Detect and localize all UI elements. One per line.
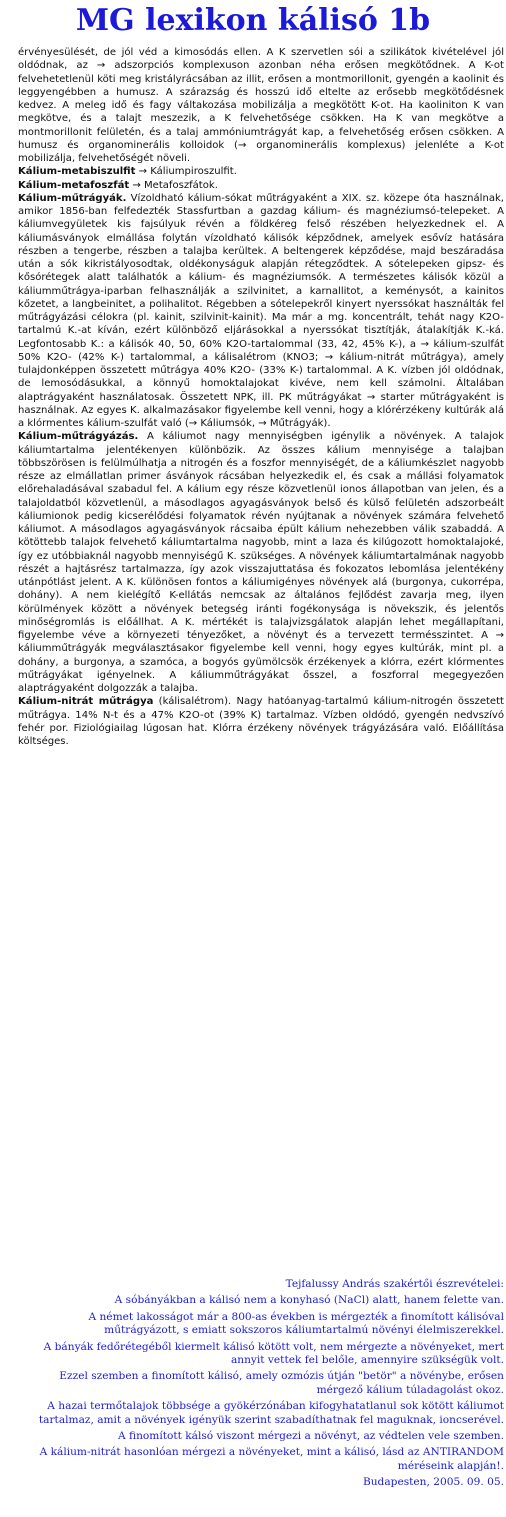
comment-paragraph: A bányák fedőrétegéből kiermelt kálisó kötött volt, nem mérgezte a növényeket, mert annyit vettek fel belőle, amennyire szükségük volt. xyxy=(43,1340,504,1367)
entry-paragraph xyxy=(18,179,504,192)
comment-paragraph: A német lakosságot már a 800-as években is mérgezték a finomított kálisóval műtrágyázott, s emiatt sokszoros káliumtartalmú növényi élelmiszerekkel. xyxy=(88,1310,504,1337)
comment-heading: Tejfalussy András szakértői észrevételei: xyxy=(285,1278,504,1290)
comment-paragraph: Ezzel szemben a finomított kálisó, amely ozmózis útján "betör" a növénybe, erősen mérgező kálium túladagolást okoz. xyxy=(59,1370,504,1396)
entry-text: Vízoldható kálium-sókat műtrágyaként a XIX. sz. közepe óta használnak, amikor 1856-ban felfedezték Stassfurtban a gazdag kálium- és magnéziumsó-telepeket. A káliumvegyületek kis fajsúlyuk révén a földkéreg felső részében helyezkednek el. A káliumásványok elmállása folytán vízoldható kálisók képződnek, amelyek esővíz hatására részben a tengerbe, részben a talajba kerültek. A beltengerek képződése, majd beszáradása után a sók kikristályosodtak, oldékonyságuk alapján rétegződtek. A sótelepeken gipsz- és kősórétegek alatt találhatók a kálium- és magnéziumsók. A természetes kálisók közül a káliumműtrágya-iparban felhasználják a szilvinitet, a karnallitot, a keménysót, a kainitos kőzetet, a langbeinitet, a polihalitot. Régebben a sótelepekről kinyert nyerssókat használták fel műtrágyázási célokra (pl. kainit, szilvinit-kainit). Ma már a mg. koncentrált, tehát nagy K2O-tartalmú K.-at kíván, ezért különböző eljárásokkal a nyerssókat tisztítják, átalakítják K.-ká. Legfontosabb K.: a kálisók 40, 50, 60% K2O-tartalommal (33, 42, 45% K-), a → kálium-szulfát 50% K2O- (42% K-) tartalommal, a kálisalétrom (KNO3; → kálium-nitrát műtrágya), amely tulajdonképpen összetett műtrágya 40% K2O- (33% K-) tartalommal. A K. vízben jól oldódnak, de lemosódásukkal, a könnyű homoktalajokat kivéve, nem kell számolni. Általában alaptrágyaként használatosak. Összetett NPK, ill. PK műtrágyákat → starter műtrágyaként is használnak. Az egyes K. alkalmazásakor figyelembe kell venni, hogy a klórérzékeny kultúrák alá a klórmentes kálium-szulfát való (→ Káliumsók, → Műtrágyák). xyxy=(18,192,504,429)
expert-comment xyxy=(18,1278,504,1490)
entry-text: → Káliumpiroszulfit. xyxy=(135,166,237,178)
entry-text: (kálisalétrom). Nagy hatóanyag-tartalmú kálium-nitrogén összetett műtrágya. 14% N-t és a 47% K2O-ot (39% K) tartalmaz. Vízben oldódó, gyengén nedvszívó fehér por. Fiziológiailag lúgosan hat. Klórra érzékeny növények trágyázására való. Előállítása költséges. xyxy=(18,696,504,747)
entry-term: Kálium-műtrágyák. xyxy=(18,192,127,204)
comment-paragraph: A sóbányákban a kálisó nem a konyhasó (NaCl) alatt, hanem felette van. xyxy=(114,1294,504,1307)
entry-term: Kálium-nitrát műtrágya xyxy=(18,696,154,708)
comment-paragraph: A hazai termőtalajok többsége a gyökérzónában kifogyhatatlanul sok kötött káliumot tartalmaz, amit a növények igényük szerint szabadíthatnak fel maguknak, ioncserével. xyxy=(38,1400,504,1426)
entry-paragraph xyxy=(18,430,504,695)
entry-term: Kálium-metafoszfát xyxy=(18,179,130,191)
entry-paragraph xyxy=(18,192,504,431)
page-title: MG lexikon kálisó 1b xyxy=(75,3,431,38)
entry-paragraph xyxy=(18,46,504,165)
entry-text: A káliumot nagy mennyiségben igénylik a növények. A talajok káliumtartalma jelentékenyen különbözik. Az összes kálium mennyisége a talajban többszörösen is felülmúlhatja a nitrogén és a foszfor mennyiségét, de a káliumkészlet nagyobb része az elmállatlan primer ásványok rácsában helyezkedik el, és csak a mállási folyamatok előrehaladásával szabadul fel. A kálium egy része közvetlenül ionos állapotban van jelen, és a talajoldatból közvetlenül, a másodlagos agyagásványok belső és külső felületén adszorbeált káliumionok pedig kicserélődési folyamatok révén nyújtanak a növények számára felvehető káliumot. A másodlagos agyagásványok rácsaiba épült kálium nehezebben válik szabaddá. A kötöttebb talajok felvehető káliumtartalma nagyobb, mint a laza és kilúgozott homoktalajoké, így ez utóbbiaknál nagyobb mennyiségű K. szükséges. A növények káliumtartalmának nagyobb részét a hajtásrész tartalmazza, így azok visszajuttatása és fokozatos lebomlása jelentékény utánpótlást jelent. A K. különösen fontos a káliumigényes növények alá (burgonya, cukorrépa, dohány). A nem kielégítő K-ellátás nemcsak az általános fejlődést zavarja meg, ilyen körülmények között a növények betegség iránti fogékonysága is növekszik, és jelentős minőségromlás is előállhat. A K. mértékét is talajvizsgálatok alapján lehet megállapítani, figyelembe véve a környezeti tényezőket, a növényt és a tervezett termésszintet. A → káliumműtrágyák megválasztásakor figyelembe kell venni, hogy egyes kultúrák, mint pl. a dohány, a burgonya, a szamóca, a bogyós gyümölcsök érzékenyek a klórra, ezért klórmentes műtrágyákat igényelnek. A káliumműtrágyákat ősszel, a foszforral megegyezően alaptrágyaként dolgozzák a talajba. xyxy=(18,431,504,694)
entry-text: → Metafoszfátok. xyxy=(129,179,218,191)
entry-term: Kálium-műtrágyázás. xyxy=(18,431,139,443)
entry-paragraph xyxy=(18,695,504,748)
entry-paragraph xyxy=(18,165,504,178)
lexicon-body xyxy=(18,46,504,748)
entry-text: érvényesülését, de jól véd a kimosódás ellen. A K szervetlen sói a szilikátok kivételével jól oldódnak, az → adszorpciós komplexuson azonban néha erősen megkötődnek. A K-ot felvehetetlenül köti meg kristályrácsában az illit, erősen a montmorillonit, gyengén a kaolinit és leggyengébben a humusz. A szárazság és hosszú idő eltelte az erősebb megkötődésnek kedvez. A meleg idő és fagy váltakozása mobilizálja a megkötött K-ot. Ha kaoliniton K van megkötve, és a talajt meszezik, a K felvehetősége csökken. Ha K van megkötve a montmorillonit felületén, és a talaj ammóniumtrágyát kap, a felvehetőség erősen csökken. A humusz és organominerális kolloidok (→ organominerális komplexus) jelenléte a K-ot mobilizálja, felvehetőségét növeli. xyxy=(18,47,504,164)
comment-signature: Budapesten, 2005. 09. 05. xyxy=(362,1476,504,1489)
comment-paragraph: A finomított kálsó viszont mérgezi a növényt, az védtelen vele szemben. xyxy=(118,1430,504,1443)
entry-term: Kálium-metabiszulfit xyxy=(18,166,136,178)
comment-paragraph: A kálium-nitrát hasonlóan mérgezi a növényeket, mint a kálisó, lásd az ANTIRANDOM méréseink alapján!. xyxy=(39,1446,504,1472)
